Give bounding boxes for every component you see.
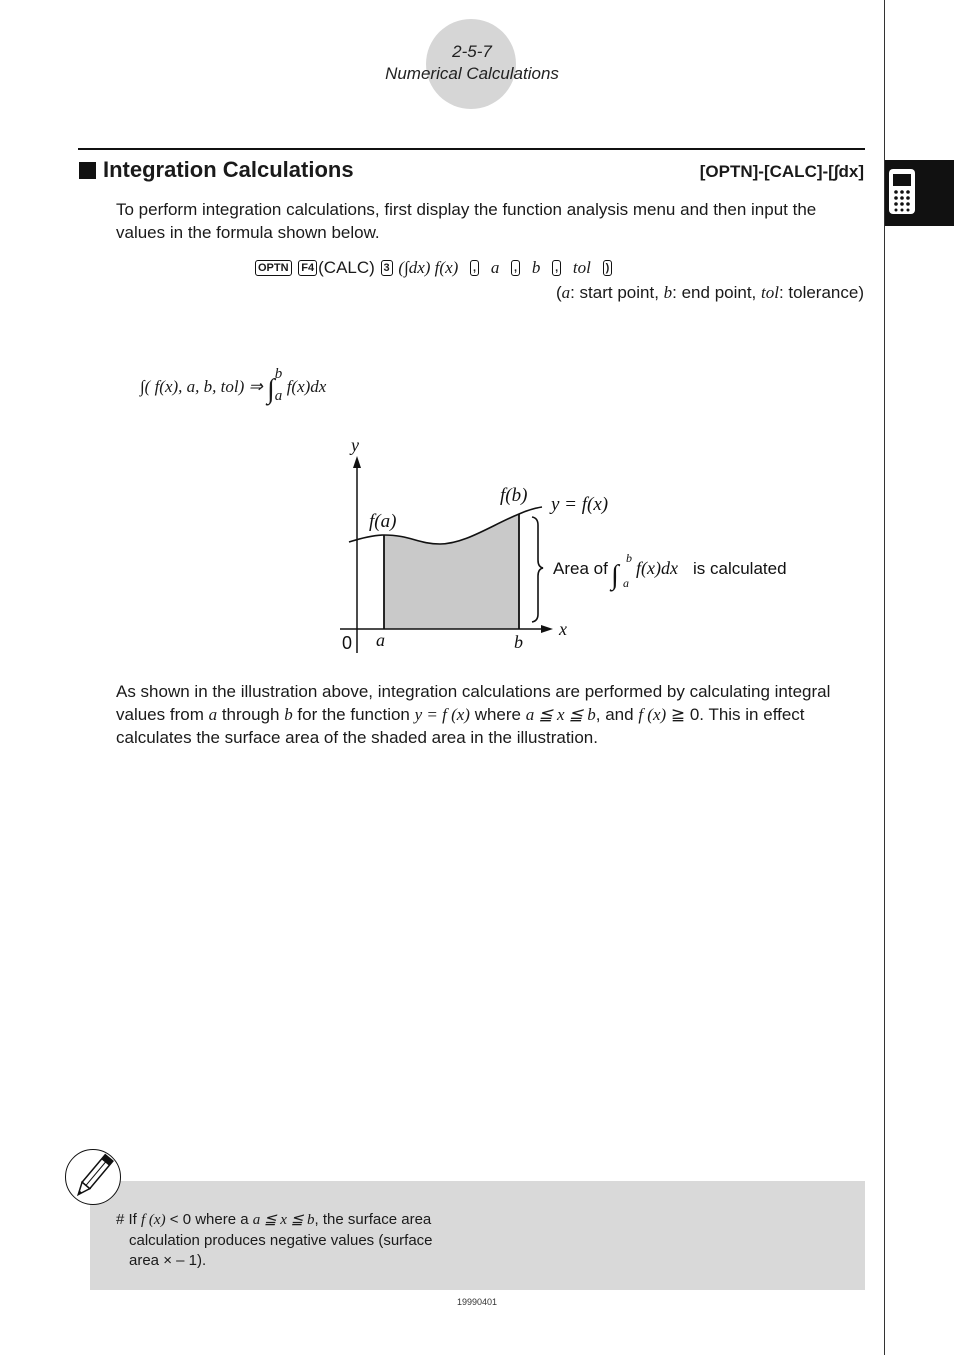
x-axis-arrow bbox=[541, 625, 553, 633]
footer-code: 19990401 bbox=[456, 1297, 498, 1307]
pencil-icon bbox=[65, 1149, 121, 1205]
legend-a-desc: : start point, bbox=[570, 283, 664, 302]
f4-key: F4 bbox=[298, 260, 317, 276]
b-label: b bbox=[514, 632, 523, 652]
x-axis-label: x bbox=[559, 619, 567, 639]
fa-label: f(a) bbox=[369, 511, 397, 532]
a-label: a bbox=[376, 630, 385, 650]
explanation-paragraph bbox=[116, 680, 866, 749]
y-axis-arrow bbox=[353, 456, 361, 468]
area-prefix: Area of bbox=[553, 559, 608, 578]
optn-key: OPTN bbox=[255, 260, 292, 276]
explanation-b: b bbox=[284, 705, 293, 724]
key-sequence bbox=[254, 258, 613, 278]
legend-b: b bbox=[663, 283, 673, 302]
area-upper: b bbox=[626, 551, 632, 565]
note-line-3: area × – 1). bbox=[129, 1252, 207, 1269]
key-path: [OPTN]-[CALC]-[∫dx] bbox=[699, 162, 864, 181]
note-line-1 bbox=[116, 1210, 476, 1231]
syntax-lower: a bbox=[274, 388, 283, 404]
area-suffix: is calculated bbox=[693, 559, 787, 578]
integral-expression: (∫dx) f(x) bbox=[398, 258, 459, 277]
var-tol: tol bbox=[572, 258, 591, 277]
legend-tol: tol bbox=[761, 283, 779, 302]
explanation-part: , and bbox=[595, 705, 639, 724]
fb-label: f(b) bbox=[500, 485, 528, 506]
explanation-part: for the function bbox=[292, 705, 415, 724]
note-line-2: calculation produces negative values (surface bbox=[129, 1231, 433, 1249]
section-title: Integration Calculations bbox=[103, 157, 354, 182]
note-fx: f (x) bbox=[141, 1212, 166, 1228]
comma-key: , bbox=[511, 260, 520, 276]
integration-illustration bbox=[0, 430, 954, 670]
explanation-part: As shown in the illustration above, integration calculations are performed by calculating integral values from bbox=[116, 682, 831, 724]
note-lt: < 0 where a bbox=[165, 1211, 253, 1228]
section-rule bbox=[78, 148, 865, 150]
variable-legend: (a: start point, b: end point, tol: tolerance) bbox=[555, 283, 864, 302]
comma-key: , bbox=[552, 260, 561, 276]
syntax-right: f(x)dx bbox=[286, 377, 327, 396]
origin-label: 0 bbox=[342, 633, 353, 653]
curve-label: y = f(x) bbox=[551, 494, 609, 515]
var-b: b bbox=[531, 258, 541, 277]
note-text bbox=[116, 1210, 476, 1272]
explanation-part: ≧ 0. This in effect calculates the surface area of the shaded area in the illustration. bbox=[116, 705, 805, 747]
calculator-tab bbox=[885, 160, 954, 226]
area-brace bbox=[532, 517, 543, 622]
area-integral-sign: ∫ bbox=[611, 560, 619, 591]
calc-label: (CALC) bbox=[318, 258, 375, 277]
legend-tol-desc: : tolerance) bbox=[778, 283, 864, 302]
note-hash: # If bbox=[116, 1211, 142, 1228]
syntax-left: ∫( f(x), a, b, tol) ⇒ bbox=[140, 377, 268, 396]
legend-b-desc: : end point, bbox=[672, 283, 761, 302]
note-condition: a ≦ x ≦ b bbox=[252, 1212, 315, 1228]
explanation-condition: a ≦ x ≦ b bbox=[525, 705, 596, 724]
area-integrand: f(x)dx bbox=[636, 558, 678, 578]
chapter-title: Numerical Calculations bbox=[385, 64, 559, 83]
explanation-fx: f (x) bbox=[638, 705, 667, 724]
intro-paragraph: To perform integration calculations, first display the function analysis menu and then input the values in the formula shown below. bbox=[116, 200, 817, 242]
comma-key: , bbox=[470, 260, 479, 276]
note-line1-end: , the surface area bbox=[314, 1211, 432, 1228]
y-axis-label: y bbox=[351, 435, 359, 455]
section-bullet bbox=[79, 162, 96, 179]
area-lower: a bbox=[623, 576, 629, 590]
explanation-a: a bbox=[208, 705, 218, 724]
legend-a: a bbox=[561, 283, 571, 302]
var-a: a bbox=[490, 258, 500, 277]
integral-syntax: ∫( f(x), a, b, tol) ⇒ ∫ b a f(x)dx bbox=[140, 366, 327, 405]
page-number: 2-5-7 bbox=[452, 42, 492, 61]
explanation-part: where bbox=[469, 705, 526, 724]
three-key: 3 bbox=[381, 260, 393, 276]
syntax-upper: b bbox=[274, 366, 283, 382]
explanation-part: through bbox=[217, 705, 285, 724]
shaded-area bbox=[384, 514, 519, 629]
close-paren-key: ) bbox=[603, 260, 613, 276]
explanation-function: y = f (x) bbox=[414, 705, 470, 724]
calculator-icon bbox=[885, 160, 954, 226]
